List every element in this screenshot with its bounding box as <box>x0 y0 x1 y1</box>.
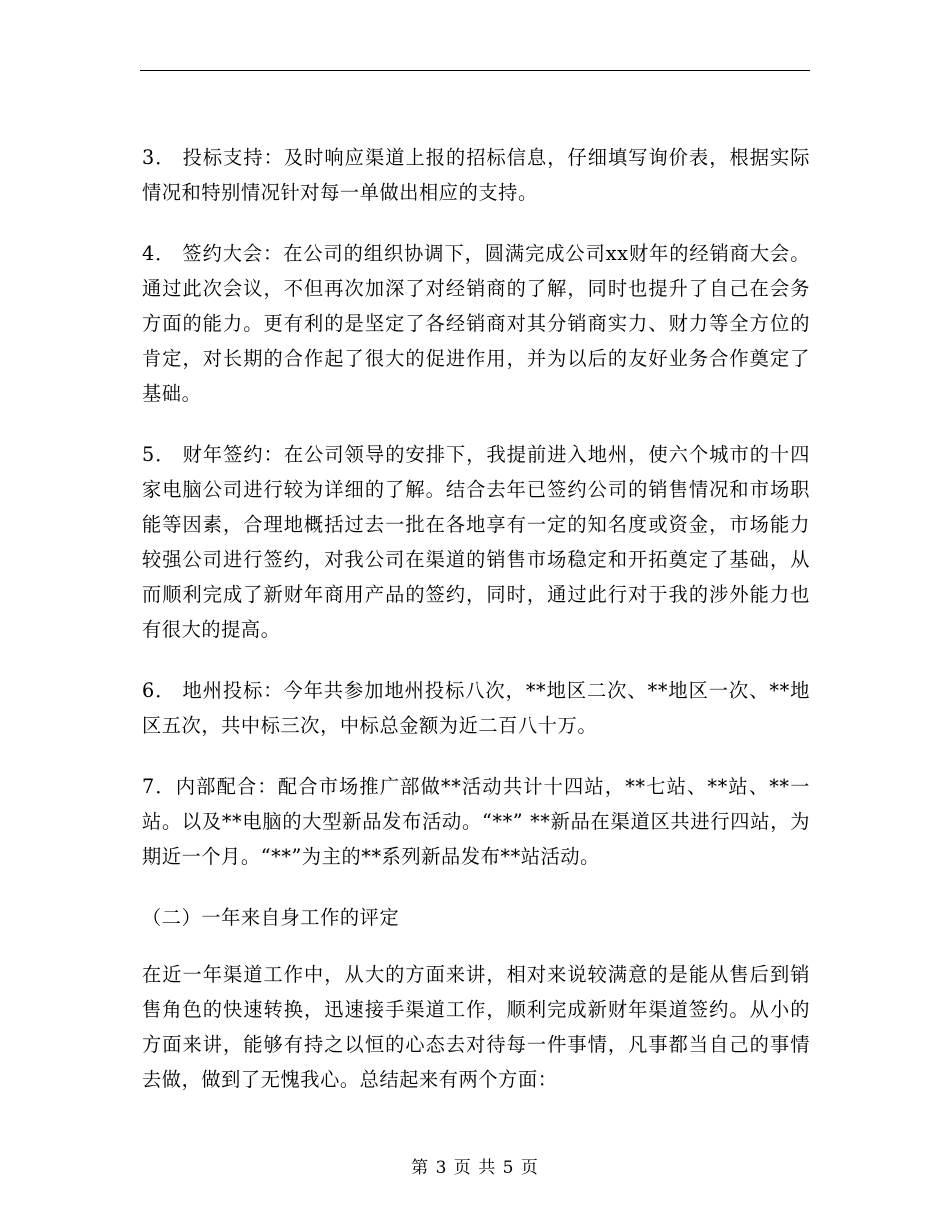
paragraph-bid-support: 3． 投标支持：及时响应渠道上报的招标信息，仔细填写询价表，根据实际情况和特别情况针对每一单做出相应的支持。 <box>142 146 810 204</box>
section-heading-self-evaluation: （二）一年来自身工作的评定 <box>142 906 400 929</box>
paragraph-signing-conference: 4． 签约大会：在公司的组织协调下，圆满完成公司xx财年的经销商大会。通过此次会议，不但再次加深了对经销商的了解，同时也提升了自己在会务方面的能力。更有利的是坚定了各经销商对其分销商实力、财力等全方位的肯定，对长期的合作起了很大的促进作用，并为以后的友好业务合作奠定了基础。 <box>142 242 810 405</box>
page-footer: 第 3 页 共 5 页 <box>411 1158 539 1178</box>
paragraph-internal-cooperation: 7．内部配合：配合市场推广部做**活动共计十四站，**七站、**站、**一站。以及**电脑的大型新品发布活动。“**” **新品在渠道区共进行四站，为期近一个月。“**”为主的**系列新品发布**站活动。 <box>142 775 810 868</box>
paragraph-self-evaluation: 在近一年渠道工作中，从大的方面来讲，相对来说较满意的是能从售后到销售角色的快速转换，迅速接手渠道工作，顺利完成新财年渠道签约。从小的方面来讲，能够有持之以恒的心态去对待每一件事情，凡事都当自己的事情去做，做到了无愧我心。总结起来有两个方面： <box>142 963 810 1091</box>
header-rule <box>140 70 810 71</box>
document-body <box>142 140 810 1123</box>
paragraph-regional-bidding: 6． 地州投标：今年共参加地州投标八次，**地区二次、**地区一次、**地区五次，共中标三次，中标总金额为近二百八十万。 <box>142 679 810 737</box>
paragraph-fiscal-year-signing: 5． 财年签约：在公司领导的安排下，我提前进入地州，使六个城市的十四家电脑公司进行较为详细的了解。结合去年已签约公司的销售情况和市场职能等因素，合理地概括过去一批在各地享有一定的知名度或资金，市场能力较强公司进行签约，对我公司在渠道的销售市场稳定和开拓奠定了基础，从而顺利完成了新财年商用产品的签约，同时，通过此行对于我的涉外能力也有很大的提高。 <box>142 443 810 641</box>
